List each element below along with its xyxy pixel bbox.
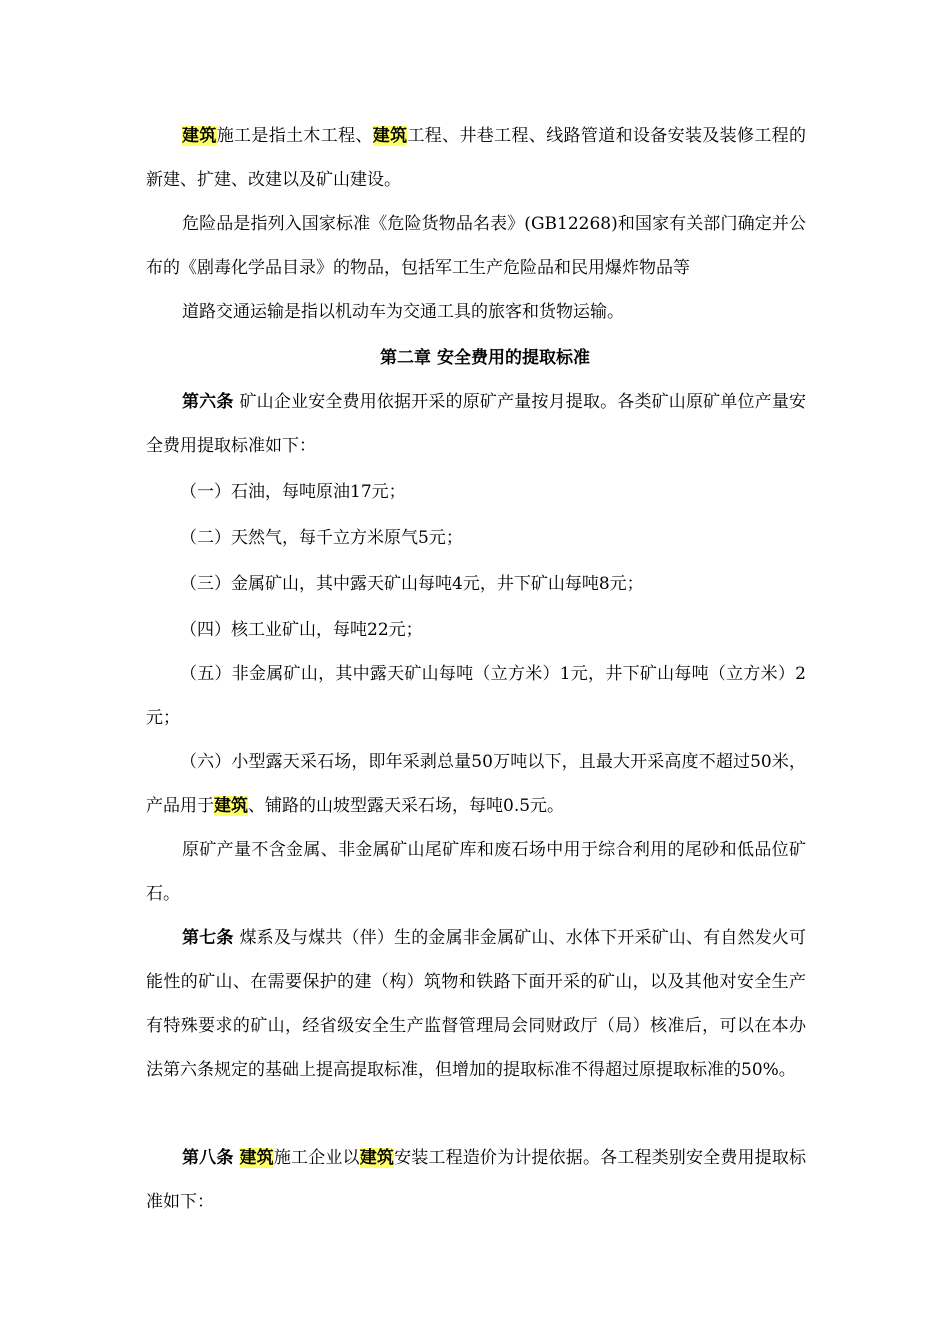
list-item-natural-gas: （二）天然气，每千立方米原气5元； <box>180 528 463 548</box>
highlighted-term: 建筑 <box>182 126 217 146</box>
article-label: 第六条 <box>182 392 234 412</box>
article-7 <box>146 916 806 1092</box>
paragraph-hazardous-goods-definition: 危险品是指列入国家标准《危险货物品名表》(GB12268)和国家有关部门确定并公布的《剧毒化学品目录》的物品，包括军工生产危险品和民用爆炸物品等 <box>146 214 806 278</box>
article-text: 煤系及与煤共（伴）生的金属非金属矿山、水体下开采矿山、有自然发火可能性的矿山、在需要保护的建（构）筑物和铁路下面开采的矿山，以及其他对安全生产有特殊要求的矿山，经省级安全生产监督管理局会同财政厅（局）核准后，可以在本办法第六条规定的基础上提高提取标准，但增加的提取标准不得超过原提取标准的50%。 <box>146 928 806 1080</box>
chapter-heading: 第二章 安全费用的提取标准 <box>380 348 590 368</box>
article-text: 安装工程造价为计提依据。各工程类别安全费用提取标准如下： <box>146 1148 807 1212</box>
list-item-metal-mines: （三）金属矿山，其中露天矿山每吨4元，井下矿山每吨8元； <box>180 574 644 594</box>
article-6 <box>146 380 806 468</box>
article-label: 第七条 <box>182 928 234 948</box>
paragraph-construction-definition <box>146 114 806 202</box>
paragraph-text: 施工是指土木工程、 <box>216 126 373 146</box>
highlighted-term: 建筑 <box>239 1148 274 1168</box>
paragraph-text: 工程、井巷工程、线路管道和设备安装及装修工程的新建、扩建、改建以及矿山建设。 <box>146 126 807 190</box>
article-text: 矿山企业安全费用依据开采的原矿产量按月提取。各类矿山原矿单位产量安全费用提取标准如下： <box>146 392 806 456</box>
article-text: 施工企业以 <box>273 1148 360 1168</box>
article-label: 第八条 <box>182 1148 234 1168</box>
list-item-petroleum: （一）石油，每吨原油17元； <box>180 482 406 502</box>
highlighted-term: 建筑 <box>359 1148 395 1168</box>
paragraph-road-transport-definition: 道路交通运输是指以机动车为交通工具的旅客和货物运输。 <box>182 302 624 322</box>
paragraph-ore-output: 原矿产量不含金属、非金属矿山尾矿库和废石场中用于综合利用的尾砂和低品位矿石。 <box>146 840 806 904</box>
article-8 <box>146 1136 806 1224</box>
highlighted-term: 建筑 <box>214 796 248 816</box>
list-item-quarries <box>146 740 806 828</box>
list-item-text: 、铺路的山坡型露天采石场，每吨0.5元。 <box>248 796 565 816</box>
highlighted-term: 建筑 <box>372 126 408 146</box>
list-item-nonmetal-mines: （五）非金属矿山，其中露天矿山每吨（立方米）1元，井下矿山每吨（立方米）2元； <box>146 664 806 728</box>
list-item-text: （六）小型露天采石场，即年采剥总量50万吨以下，且最大开采高度不超过50米，产品用于 <box>146 752 806 816</box>
list-item-nuclear-mines: （四）核工业矿山，每吨22元； <box>180 620 423 640</box>
